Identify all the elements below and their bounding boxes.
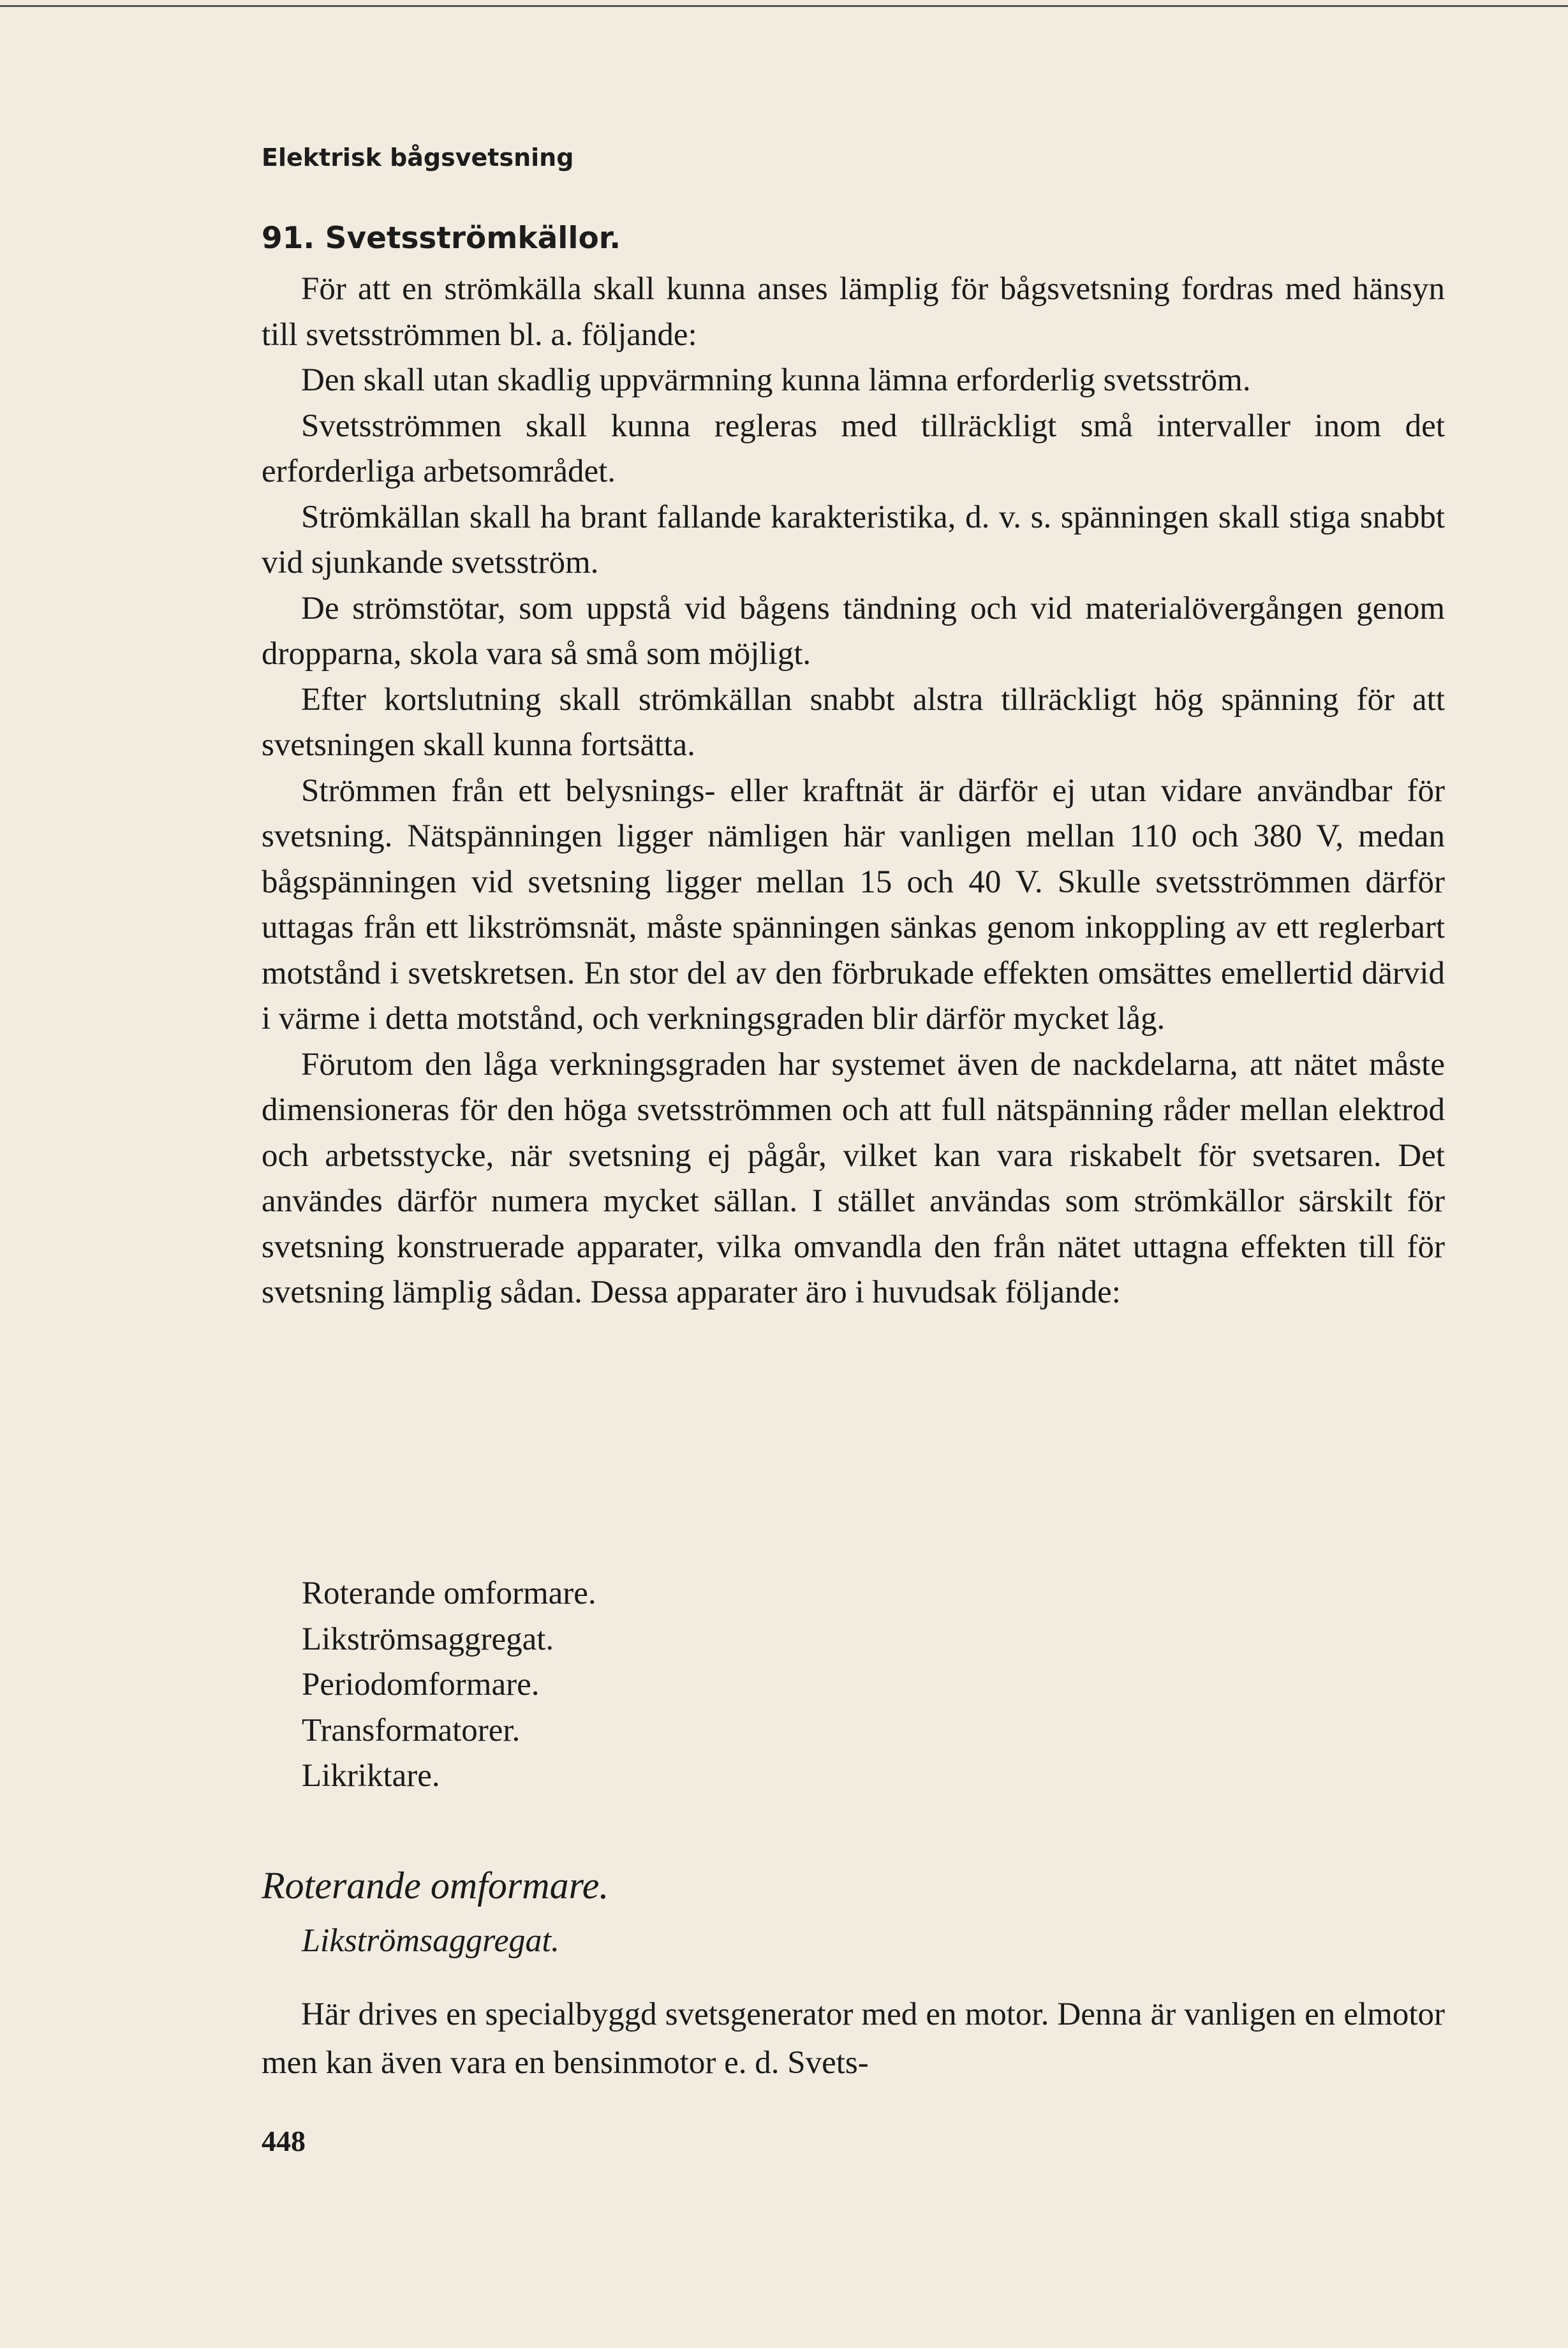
body-text — [262, 267, 1445, 1316]
list-item: Likströmsaggregat. — [302, 1621, 554, 1657]
equipment-list — [302, 1571, 596, 1799]
section-heading: 91. Svetsströmkällor. — [262, 221, 621, 256]
paragraph-mains-current: Strömmen från ett belysnings- eller kraftnät är därför ej utan vidare användbar för svetsning. Nätspänningen ligger nämligen här vanligen mellan 110 och 380 V, medan bågspänningen vid svetsning ligger mellan 15 och 40 V. Skulle svetsströmmen därför uttagas från ett likströmsnät, måste spänningen sänkas genom inkoppling av ett reglerbart motstånd i svetskretsen. En stor del av den förbrukade effekten omsättes emellertid därvid i värme i detta motstånd, och verkningsgraden blir därför mycket låg. — [262, 772, 1445, 1037]
sub-subheading: Likströmsaggregat. — [302, 1923, 559, 1959]
tail-text — [262, 1990, 1445, 2087]
top-border-line — [0, 5, 1568, 7]
list-item: Transformatorer. — [302, 1712, 521, 1748]
paragraph-intro: För att en strömkälla skall kunna anses lämplig för bågsvetsning fordras med hänsyn till svetsströmmen bl. a. följande: — [262, 271, 1445, 353]
subsection-heading: Roterande omformare. — [262, 1864, 609, 1907]
list-item: Periodomformare. — [302, 1667, 540, 1702]
paragraph-disadvantages: Förutom den låga verkningsgraden har systemet även de nackdelarna, att nätet måste dimensioneras för den höga svetsströmmen och att full nätspänning råder mellan elektrod och arbetsstycke, när svetsning ej pågår, vilket kan vara riskabelt för svetsaren. Det användes därför numera mycket sällan. I stället användas som strömkällor särskilt för svetsning konstruerade apparater, vilka omvandla den från nätet uttagna effekten till för svetsning lämplig sådan. Dessa apparater äro i huvudsak följande: — [262, 1046, 1445, 1310]
paragraph-generator: Här drives en specialbyggd svetsgenerator med en motor. Denna är vanligen en elmotor men kan även vara en bensinmotor e. d. Svets- — [262, 1997, 1445, 2081]
paragraph-requirement-characteristic: Strömkällan skall ha brant fallande karakteristika, d. v. s. spänningen skall stiga snabbt vid sjunkande svetsström. — [262, 499, 1445, 580]
paragraph-requirement-shortcircuit: Efter kortslutning skall strömkällan snabbt alstra tillräckligt hög spänning för att svetsningen skall kunna fortsätta. — [262, 681, 1445, 763]
paragraph-requirement-heating: Den skall utan skadlig uppvärmning kunna lämna erforderlig svetsström. — [301, 362, 1251, 398]
paragraph-requirement-regulation: Svetsströmmen skall kunna regleras med tillräckligt små intervaller inom det erforderliga arbetsområdet. — [262, 408, 1445, 489]
list-item: Likriktare. — [302, 1758, 440, 1794]
list-item: Roterande omformare. — [302, 1576, 596, 1611]
page-number: 448 — [262, 2125, 306, 2157]
paragraph-requirement-surges: De strömstötar, som uppstå vid bågens tändning och vid materialövergången genom dropparna, skola vara så små som möjligt. — [262, 590, 1445, 672]
running-head: Elektrisk bågsvetsning — [262, 144, 574, 172]
